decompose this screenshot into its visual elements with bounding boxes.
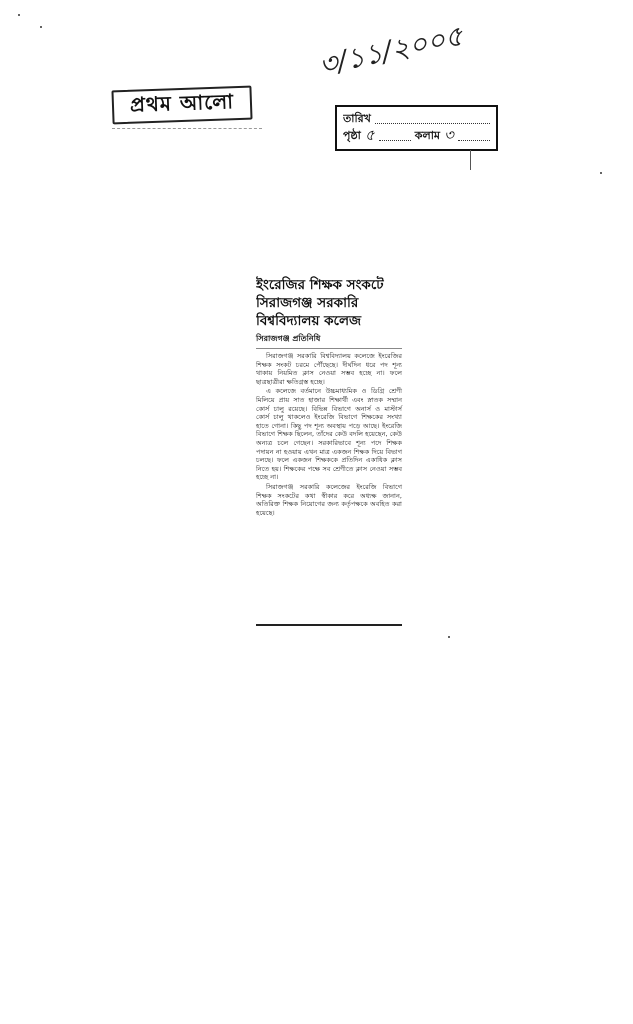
stamp-column-label: কলাম	[414, 129, 440, 142]
stamp-dotted-line	[375, 115, 490, 124]
article-end-rule	[256, 624, 402, 626]
stamp-tick-mark	[470, 150, 471, 170]
headline-line: সিরাজগঞ্জ সরকারি	[256, 295, 359, 311]
masthead-underline	[112, 128, 262, 129]
stamp-dotted-line	[379, 132, 411, 141]
article-headline	[256, 276, 402, 330]
headline-line: বিশ্ববিদ্যালয় কলেজ	[256, 313, 362, 329]
article-body	[256, 352, 402, 517]
stamp-dotted-line	[458, 132, 490, 141]
news-article-clipping	[256, 276, 402, 626]
stamp-page-row	[343, 128, 490, 145]
scan-speck	[40, 26, 42, 28]
scan-speck	[18, 14, 20, 16]
scan-speck	[448, 636, 450, 638]
article-paragraph: এ কলেজে বর্তমানে উচ্চমাধ্যমিক ও ডিগ্রি শ্রেণী মিলিয়ে প্রায় সাত হাজার শিক্ষার্থী এবং স্নাতক সম্মান কোর্স চালু রয়েছে। বিভিন্ন বিভাগে অনার্স ও মাস্টার্স কোর্স চালু থাকলেও ইংরেজি বিভাগে শিক্ষকের সংখ্যা হাতে গোনা। কিছু পদ শূন্য অবস্থায় পড়ে আছে। ইংরেজি বিভাগে শিক্ষক ছিলেন, তাঁদের কেউ বদলি হয়েছেন, কেউ অন্যত্র চলে গেছেন। সরকারিভাবে শূন্য পদে শিক্ষক পদায়ন না হওয়ায় এখন মাত্র একজন শিক্ষক দিয়ে বিভাগ চলছে। ফলে একজন শিক্ষককে প্রতিদিন একাধিক ক্লাস নিতে হয়। শিক্ষকের পক্ষে সব শ্রেণীতে ক্লাস নেওয়া সম্ভব হচ্ছে না।	[256, 387, 402, 482]
headline-line: ইংরেজির শিক্ষক সংকটে	[256, 277, 384, 293]
stamp-date-label: তারিখ	[343, 112, 371, 125]
article-paragraph: সিরাজগঞ্জ সরকারি কলেজের ইংরেজি বিভাগে শিক্ষক সংকটের কথা স্বীকার করে অধ্যক্ষ জানান, অতিরিক্ত শিক্ষক নিয়োগের জন্য কর্তৃপক্ষকে অবহিত করা হয়েছে।	[256, 482, 402, 517]
stamp-page-value: ৫	[364, 128, 375, 144]
clipping-stamp	[335, 105, 498, 151]
newspaper-masthead	[111, 86, 252, 125]
stamp-date-row	[343, 111, 490, 128]
stamp-page-label: পৃষ্ঠা	[343, 129, 361, 142]
masthead-name: প্রথম আলো	[129, 88, 235, 117]
article-byline: সিরাজগঞ্জ প্রতিনিধি	[256, 333, 402, 349]
handwritten-date: ৩/১১/২০০৫	[316, 19, 467, 82]
article-paragraph: সিরাজগঞ্জ সরকারি বিশ্ববিদ্যালয় কলেজে ইংরেজির শিক্ষক সংকট চরমে পৌঁছেছে। দীর্ঘদিন ধরে পদ শূন্য থাকায় নিয়মিত ক্লাস নেওয়া সম্ভব হচ্ছে না। ফলে ছাত্রছাত্রীরা ক্ষতিগ্রস্ত হচ্ছে।	[256, 352, 402, 386]
scan-speck	[600, 172, 602, 174]
stamp-column-value: ৩	[444, 128, 454, 144]
